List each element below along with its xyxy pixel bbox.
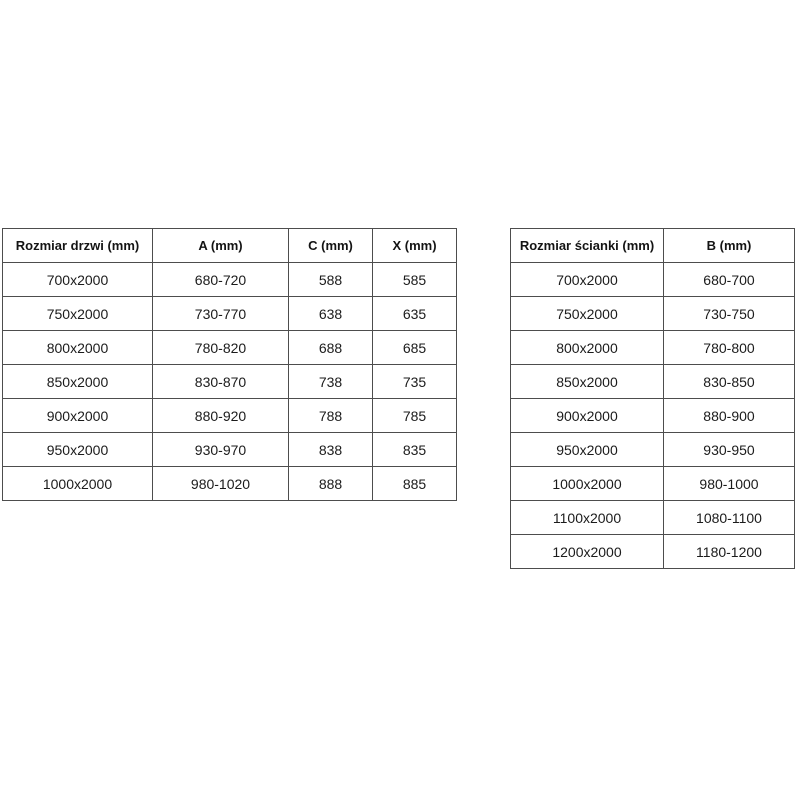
table-cell: 685 bbox=[373, 331, 457, 365]
table-row bbox=[511, 467, 795, 501]
table-cell: 700x2000 bbox=[3, 263, 153, 297]
table-row bbox=[511, 501, 795, 535]
wall-size-table bbox=[510, 228, 795, 569]
wall-table-body bbox=[511, 263, 795, 569]
table-cell: 880-920 bbox=[153, 399, 289, 433]
table-cell: 585 bbox=[373, 263, 457, 297]
table-cell: 980-1000 bbox=[664, 467, 795, 501]
table-cell: 1100x2000 bbox=[511, 501, 664, 535]
column-header: Rozmiar ścianki (mm) bbox=[511, 229, 664, 263]
table-cell: 830-850 bbox=[664, 365, 795, 399]
table-cell: 930-950 bbox=[664, 433, 795, 467]
table-cell: 950x2000 bbox=[3, 433, 153, 467]
table-cell: 700x2000 bbox=[511, 263, 664, 297]
table-row bbox=[511, 365, 795, 399]
table-row bbox=[3, 263, 457, 297]
table-row bbox=[3, 467, 457, 501]
table-cell: 750x2000 bbox=[3, 297, 153, 331]
table-row bbox=[511, 297, 795, 331]
table-cell: 680-700 bbox=[664, 263, 795, 297]
table-cell: 680-720 bbox=[153, 263, 289, 297]
table-cell: 730-770 bbox=[153, 297, 289, 331]
table-row bbox=[3, 433, 457, 467]
column-header: B (mm) bbox=[664, 229, 795, 263]
table-cell: 1200x2000 bbox=[511, 535, 664, 569]
table-cell: 1080-1100 bbox=[664, 501, 795, 535]
column-header: Rozmiar drzwi (mm) bbox=[3, 229, 153, 263]
table-cell: 880-900 bbox=[664, 399, 795, 433]
doors-table-body bbox=[3, 263, 457, 501]
column-header: A (mm) bbox=[153, 229, 289, 263]
table-cell: 830-870 bbox=[153, 365, 289, 399]
table-cell: 850x2000 bbox=[3, 365, 153, 399]
table-row bbox=[511, 535, 795, 569]
table-row bbox=[3, 399, 457, 433]
header-row bbox=[511, 229, 795, 263]
table-row bbox=[3, 365, 457, 399]
table-cell: 785 bbox=[373, 399, 457, 433]
table-cell: 688 bbox=[289, 331, 373, 365]
table-cell: 980-1020 bbox=[153, 467, 289, 501]
table-cell: 738 bbox=[289, 365, 373, 399]
table-cell: 635 bbox=[373, 297, 457, 331]
column-header: C (mm) bbox=[289, 229, 373, 263]
table-cell: 885 bbox=[373, 467, 457, 501]
table-cell: 800x2000 bbox=[511, 331, 664, 365]
table-cell: 850x2000 bbox=[511, 365, 664, 399]
table-cell: 900x2000 bbox=[511, 399, 664, 433]
header-row bbox=[3, 229, 457, 263]
table-cell: 1000x2000 bbox=[511, 467, 664, 501]
table-row bbox=[511, 399, 795, 433]
table-row bbox=[3, 331, 457, 365]
table-cell: 788 bbox=[289, 399, 373, 433]
table-cell: 930-970 bbox=[153, 433, 289, 467]
table-row bbox=[511, 433, 795, 467]
table-row bbox=[511, 263, 795, 297]
table-cell: 835 bbox=[373, 433, 457, 467]
doors-table-head bbox=[3, 229, 457, 263]
table-cell: 1000x2000 bbox=[3, 467, 153, 501]
column-header: X (mm) bbox=[373, 229, 457, 263]
table-cell: 638 bbox=[289, 297, 373, 331]
doors-size-table bbox=[2, 228, 457, 501]
table-cell: 900x2000 bbox=[3, 399, 153, 433]
table-cell: 950x2000 bbox=[511, 433, 664, 467]
table-cell: 800x2000 bbox=[3, 331, 153, 365]
table-cell: 780-820 bbox=[153, 331, 289, 365]
table-cell: 780-800 bbox=[664, 331, 795, 365]
table-cell: 838 bbox=[289, 433, 373, 467]
table-cell: 888 bbox=[289, 467, 373, 501]
table-cell: 750x2000 bbox=[511, 297, 664, 331]
table-cell: 588 bbox=[289, 263, 373, 297]
table-cell: 1180-1200 bbox=[664, 535, 795, 569]
table-row bbox=[3, 297, 457, 331]
table-cell: 730-750 bbox=[664, 297, 795, 331]
table-cell: 735 bbox=[373, 365, 457, 399]
table-row bbox=[511, 331, 795, 365]
wall-table-head bbox=[511, 229, 795, 263]
